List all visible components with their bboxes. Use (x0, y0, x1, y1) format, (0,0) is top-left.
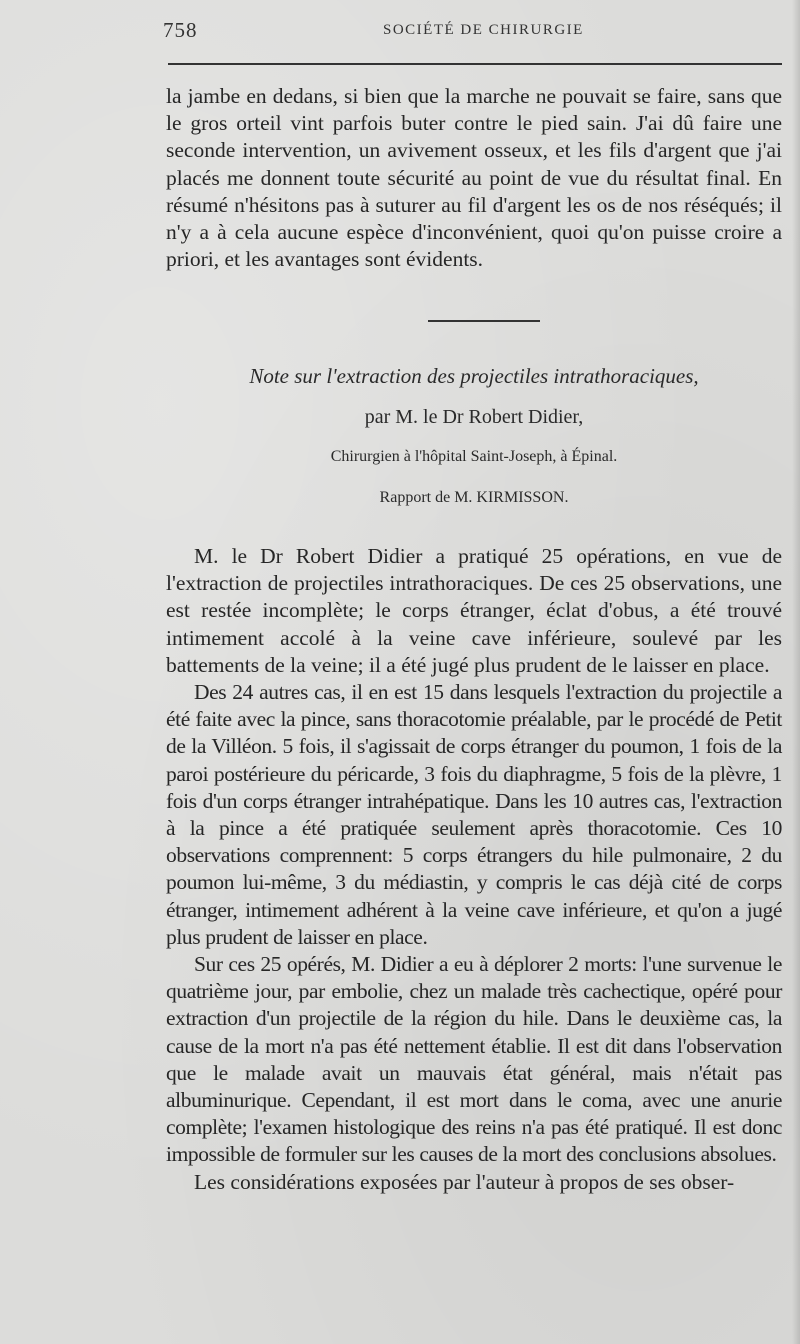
header-rule (168, 63, 782, 65)
page-number: 758 (163, 18, 198, 42)
section-divider (428, 320, 540, 322)
body-paragraph: Les considérations exposées par l'auteur à propos de ses obser- (194, 1169, 735, 1194)
continued-paragraph-block (166, 83, 782, 273)
note-affiliation: Chirurgien à l'hôpital Saint-Joseph, à Épinal. (330, 448, 618, 465)
continued-paragraph: la jambe en dedans, si bien que la marche ne pouvait se faire, sans que le gros orteil vint parfois buter contre le pied sain. J'ai dû faire une seconde intervention, un avivement osseux, et les fils d'argent que j'ai placés me donnent toute sécurité au point de vue du résultat final. En résumé n'hésitons pas à suturer au fil d'argent les os de nos réséqués; il n'y a à cela aucune espèce d'inconvénient, quoi qu'on puisse croire a priori, et les avantages sont évidents. (166, 84, 782, 272)
note-rapport: Rapport de M. KIRMISSON. (379, 489, 569, 506)
article-body (166, 543, 782, 1196)
page-edge-shadow (792, 0, 800, 1344)
running-head (163, 18, 783, 48)
running-title: SOCIÉTÉ DE CHIRURGIE (383, 22, 584, 38)
body-paragraph: Des 24 autres cas, il en est 15 dans lesquels l'extraction du projectile a été faite avec la pince, sans thoracotomie préalable, par le procédé de Petit de la Villéon. 5 fois, il s'agissait de corps étranger du poumon, 1 fois de la paroi postérieure du péricarde, 3 fois du diaphragme, 5 fois de la plèvre, 1 fois d'un corps étranger intrahépatique. Dans les 10 autres cas, l'extraction à la pince a été pratiquée seulement après thoracotomie. Ces 10 observations comprennent: 5 corps étrangers du hile pulmonaire, 2 du poumon lui-même, 3 du médiastin, y compris le cas déjà cité de corps étranger, intimement adhérent à la veine cave inférieure, et qu'on a jugé plus prudent de laisser en place. (166, 680, 782, 949)
body-paragraph: Sur ces 25 opérés, M. Didier a eu à déplorer 2 morts: l'une survenue le quatrième jour, par embolie, chez un malade très cachectique, opéré pour extraction d'un projectile de la région du hile. Dans le deuxième cas, la cause de la mort n'a pas été nettement établie. Il est dit dans l'observation que le malade avait un mauvais état général, mais n'était pas albuminurique. Cependant, il est mort dans le coma, avec une anurie complète; l'examen histologique des reins n'a pas été pratiqué. Il est donc impossible de formuler sur les causes de la mort des conclusions absolues. (166, 952, 782, 1167)
note-author: par M. le Dr Robert Didier, (364, 406, 584, 428)
body-paragraph: M. le Dr Robert Didier a pratiqué 25 opérations, en vue de l'extraction de projectiles intrathoraciques. De ces 25 observations, une est restée incomplète; le corps étranger, éclat d'obus, a été trouvé intimement accolé à la veine cave inférieure, soulevé par les battements de la veine; il a été jugé plus prudent de le laisser en place. (166, 544, 782, 677)
note-title: Note sur l'extraction des projectiles intrathoraciques, (249, 364, 699, 388)
